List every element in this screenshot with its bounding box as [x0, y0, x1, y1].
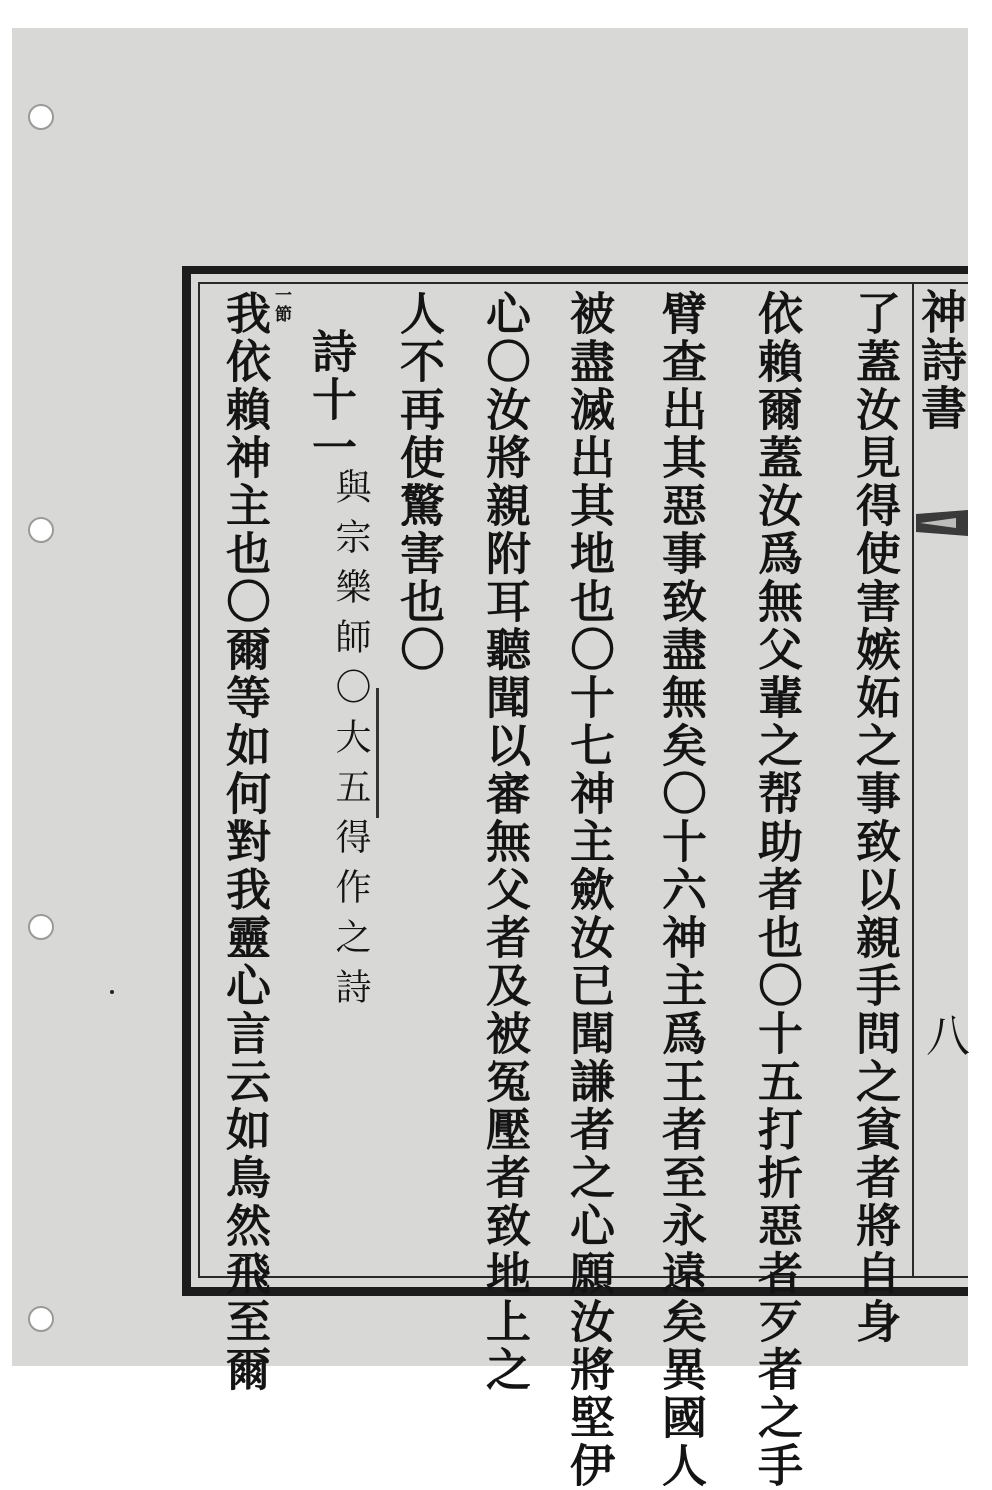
fish-tail-ornament [916, 508, 968, 538]
verse-marker: 一節 [271, 286, 291, 324]
text-column-8: 我依賴神主也〇爾等如何對我靈心言云如鳥然飛至爾 [218, 290, 271, 1394]
binder-hole [28, 914, 54, 940]
text-column-5: 心〇汝將親附耳聽聞以審無父者及被冤壓者致地上之 [478, 290, 531, 1394]
binder-hole [28, 104, 54, 130]
binder-hole [28, 1306, 54, 1332]
page-number: 八 [926, 1011, 970, 1062]
binder-hole [28, 517, 54, 543]
poem-number-heading: 詩十一 [304, 328, 357, 472]
page-header-title: 神詩書 [914, 288, 968, 432]
text-column-6: 人不再使驚害也〇 [392, 290, 445, 674]
subtitle-bracket-line [376, 688, 379, 818]
text-column-1: 了蓋汝見得使害嫉妬之事致以親手問之貧者將自身 [848, 290, 901, 1346]
text-column-2: 依賴爾蓋汝爲無父輩之帮助者也〇十五打折惡者歹者之手 [750, 290, 803, 1490]
text-column-4: 被盡滅出其地也〇十七神主歛汝已聞謙者之心願汝將堅伊 [562, 290, 615, 1490]
stray-mark [110, 990, 114, 994]
poem-subtitle: 與宗樂師〇大五得作之詩 [330, 468, 371, 1018]
text-column-3: 臂查出其惡事致盡無矣〇十六神主爲王者至永遠矣異國人 [654, 290, 707, 1490]
